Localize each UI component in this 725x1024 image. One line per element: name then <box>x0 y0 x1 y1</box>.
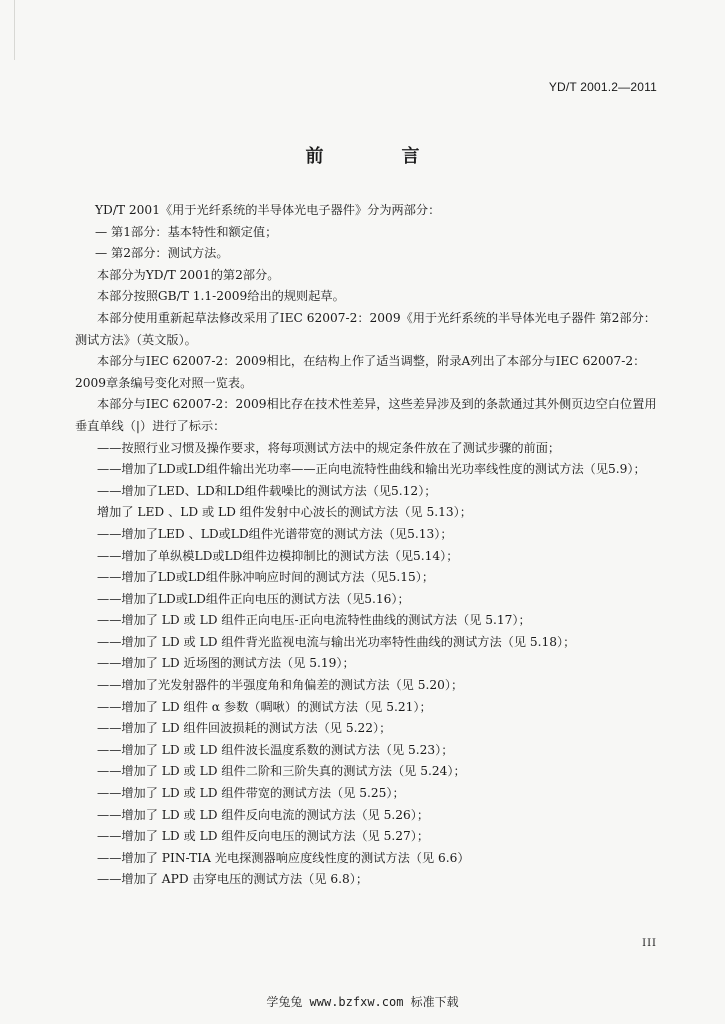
list-item: ——增加了LD或LD组件输出光功率——正向电流特性曲线和输出光功率线性度的测试方法（见5.9）； <box>97 462 646 477</box>
list-item: ——增加了 LD 或 LD 组件反向电压的测试方法（见 5.27）； <box>97 829 430 844</box>
list-item: ——增加了 LD 或 LD 组件带宽的测试方法（见 5.25）； <box>97 786 405 801</box>
list-item: 增加了 LED 、LD 或 LD 组件发射中心波长的测试方法（见 5.13）； <box>97 505 472 520</box>
list-item: ——增加了 LD 近场图的测试方法（见 5.19）； <box>97 656 355 671</box>
list-item: ——增加了 PIN-TIA 光电探测器响应度线性度的测试方法（见 6.6） <box>97 850 470 865</box>
list-item: ——增加了 LD 或 LD 组件背光监视电流与输出光功率特性曲线的测试方法（见 5.18）； <box>97 634 576 649</box>
page-title: 前 言 <box>305 146 450 167</box>
document-code: YD/T 2001.2—2011 <box>548 80 657 94</box>
paragraph-drafting-rules: 本部分按照GB/T 1.1-2009给出的规则起草。 <box>97 289 345 304</box>
list-item: ——增加了LD或LD组件脉冲响应时间的测试方法（见5.15）； <box>97 570 435 585</box>
list-item-part1: — 第1部分：基本特性和额定值； <box>95 224 278 239</box>
scan-edge-mark <box>14 0 21 60</box>
list-item: ——增加了LED 、LD或LD组件光谱带宽的测试方法（见5.13）； <box>97 526 453 541</box>
list-item: ——增加了 LD 或 LD 组件波长温度系数的测试方法（见 5.23）； <box>97 742 454 757</box>
list-item: ——增加了 LD 或 LD 组件二阶和三阶失真的测试方法（见 5.24）； <box>97 764 466 779</box>
list-item: ——增加了 LD 或 LD 组件正向电压-正向电流特性曲线的测试方法（见 5.17）； <box>97 613 531 628</box>
list-item: ——增加了单纵模LD或LD组件边模抑制比的测试方法（见5.14）； <box>97 548 459 563</box>
list-item: ——增加了光发射器件的半强度角和角偏差的测试方法（见 5.20）； <box>97 678 464 693</box>
list-item: ——按照行业习惯及操作要求，将每项测试方法中的规定条件放在了测试步骤的前面； <box>97 440 561 455</box>
paragraph-part-statement: 本部分为YD/T 2001的第2部分。 <box>97 267 280 282</box>
download-watermark: 学兔兔 www.bzfxw.com 标准下载 <box>266 995 459 1009</box>
list-item: ——增加了LED、LD和LD组件载噪比的测试方法（见5.12）； <box>97 483 437 498</box>
page-number: III <box>642 938 657 949</box>
list-item: ——增加了LD或LD组件正向电压的测试方法（见5.16）； <box>97 591 410 606</box>
list-item: ——增加了 LD 组件回波损耗的测试方法（见 5.22）； <box>97 721 392 736</box>
paragraph-adoption: 本部分使用重新起草法修改采用了IEC 62007-2：2009《用于光纤系统的半导体光电子器件 第2部分：测试方法》（英文版）。 <box>75 310 656 347</box>
list-item-part2: — 第2部分：测试方法。 <box>95 246 229 261</box>
foreword-body <box>75 200 657 891</box>
paragraph-intro: YD/T 2001《用于光纤系统的半导体光电子器件》分为两部分： <box>95 203 441 217</box>
paragraph-structure: 本部分与IEC 62007-2：2009相比，在结构上作了适当调整，附录A列出了本部分与IEC 62007-2：2009章条编号变化对照一览表。 <box>75 354 646 390</box>
list-item: ——增加了 LD 组件 α 参数（啁啾）的测试方法（见 5.21）； <box>97 699 432 714</box>
list-item: ——增加了 APD 击穿电压的测试方法（见 6.8）； <box>97 872 369 887</box>
paragraph-differences: 本部分与IEC 62007-2：2009相比存在技术性差异，这些差异涉及到的条款通过其外侧页边空白位置用垂直单线（|）进行了标示： <box>75 397 657 433</box>
list-item: ——增加了 LD 或 LD 组件反向电流的测试方法（见 5.26）； <box>97 807 430 822</box>
